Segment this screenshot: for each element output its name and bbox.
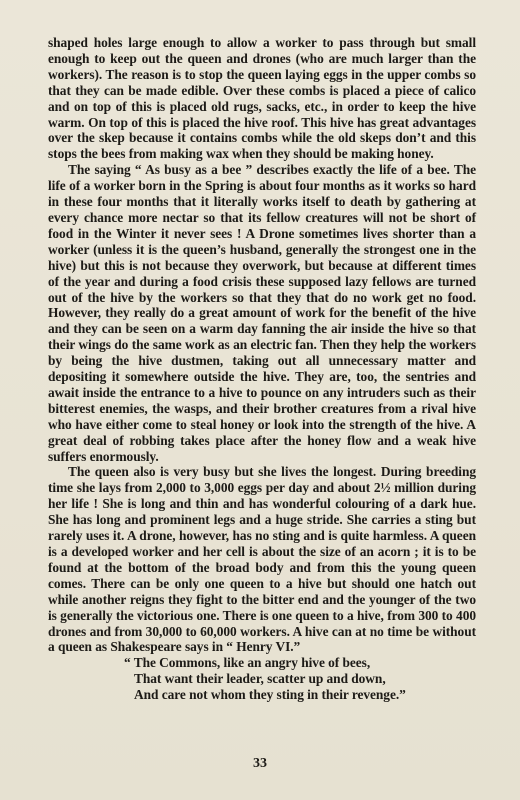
paragraph-3: The queen also is very busy but she lives the longest. During breeding time she lays from 2,000 to 3,000 eggs per day and about 2½ million during her life ! She is long and thin and has wonderful colouring of a dark hue. She has long and prominent legs and a huge stride. She carries a sting but rarely uses it. A drone, however, has no sting and is quite harmless. A queen is a developed worker and her cell is about the size of an acorn ; it is to be found at the bottom of the broad body and from this the young queen comes. There can be only one queen to a hive but should one hatch out while another reigns they fight to the bitter end and the younger of the two is generally the victorious one. There is one queen to a hive, from 300 to 400 drones and from 30,000 to 60,000 workers. A hive can at no time be without a queen as Shakespeare says in “ Henry VI.” — [48, 464, 476, 655]
page-number: 33 — [253, 756, 267, 771]
paragraph-1: shaped holes large enough to allow a worker to pass through but small enough to keep out the queen and drones (who are much larger than the workers). The reason is to stop the queen laying eggs in the upper combs so that they can be made edible. Over these combs is placed a piece of calico and on top of this is placed old rugs, sacks, etc., in order to keep the hive warm. On top of this is placed the hive roof. This hive has great advantages over the skep because it contains combs while the old skeps don’t and this stops the bees from making wax when they should be making honey. — [48, 35, 476, 162]
verse-quote — [48, 655, 476, 703]
verse-line-3: And care not whom they sting in their revenge.” — [134, 687, 406, 703]
verse-line-2: That want their leader, scatter up and down, — [134, 671, 386, 687]
verse-line-1: “ The Commons, like an angry hive of bees, — [124, 655, 371, 671]
body-text — [48, 35, 476, 703]
paragraph-2: The saying “ As busy as a bee ” describes exactly the life of a bee. The life of a worker born in the Spring is about four months as it works so hard in these four months that it literally works itself to death by gathering at every chance more nectar so that its fellow creatures will not be short of food in the Winter it never sees ! A Drone sometimes lives shorter than a worker (unless it is the queen’s husband, generally the strongest one in the hive) but this is not because they overwork, but because at different times of the year and during a food crisis these supposed lazy fellows are turned out of the hive by the workers so that they that do no work get no food. However, they really do a great amount of work for the benefit of the hive and they can be seen on a warm day fanning the air inside the hive so that their wings do the same work as an electric fan. Then they help the workers by being the hive dustmen, taking out all unnecessary matter and depositing it somewhere outside the hive. They are, too, the sentries and await inside the entrance to a hive to pounce on any intruders such as their bitterest enemies, the wasps, and their brother creatures from a rival hive who have either come to steal honey or look into the strength of the hive. A great deal of robbing takes place after the honey flow and a weak hive suffers enormously. — [48, 162, 476, 464]
